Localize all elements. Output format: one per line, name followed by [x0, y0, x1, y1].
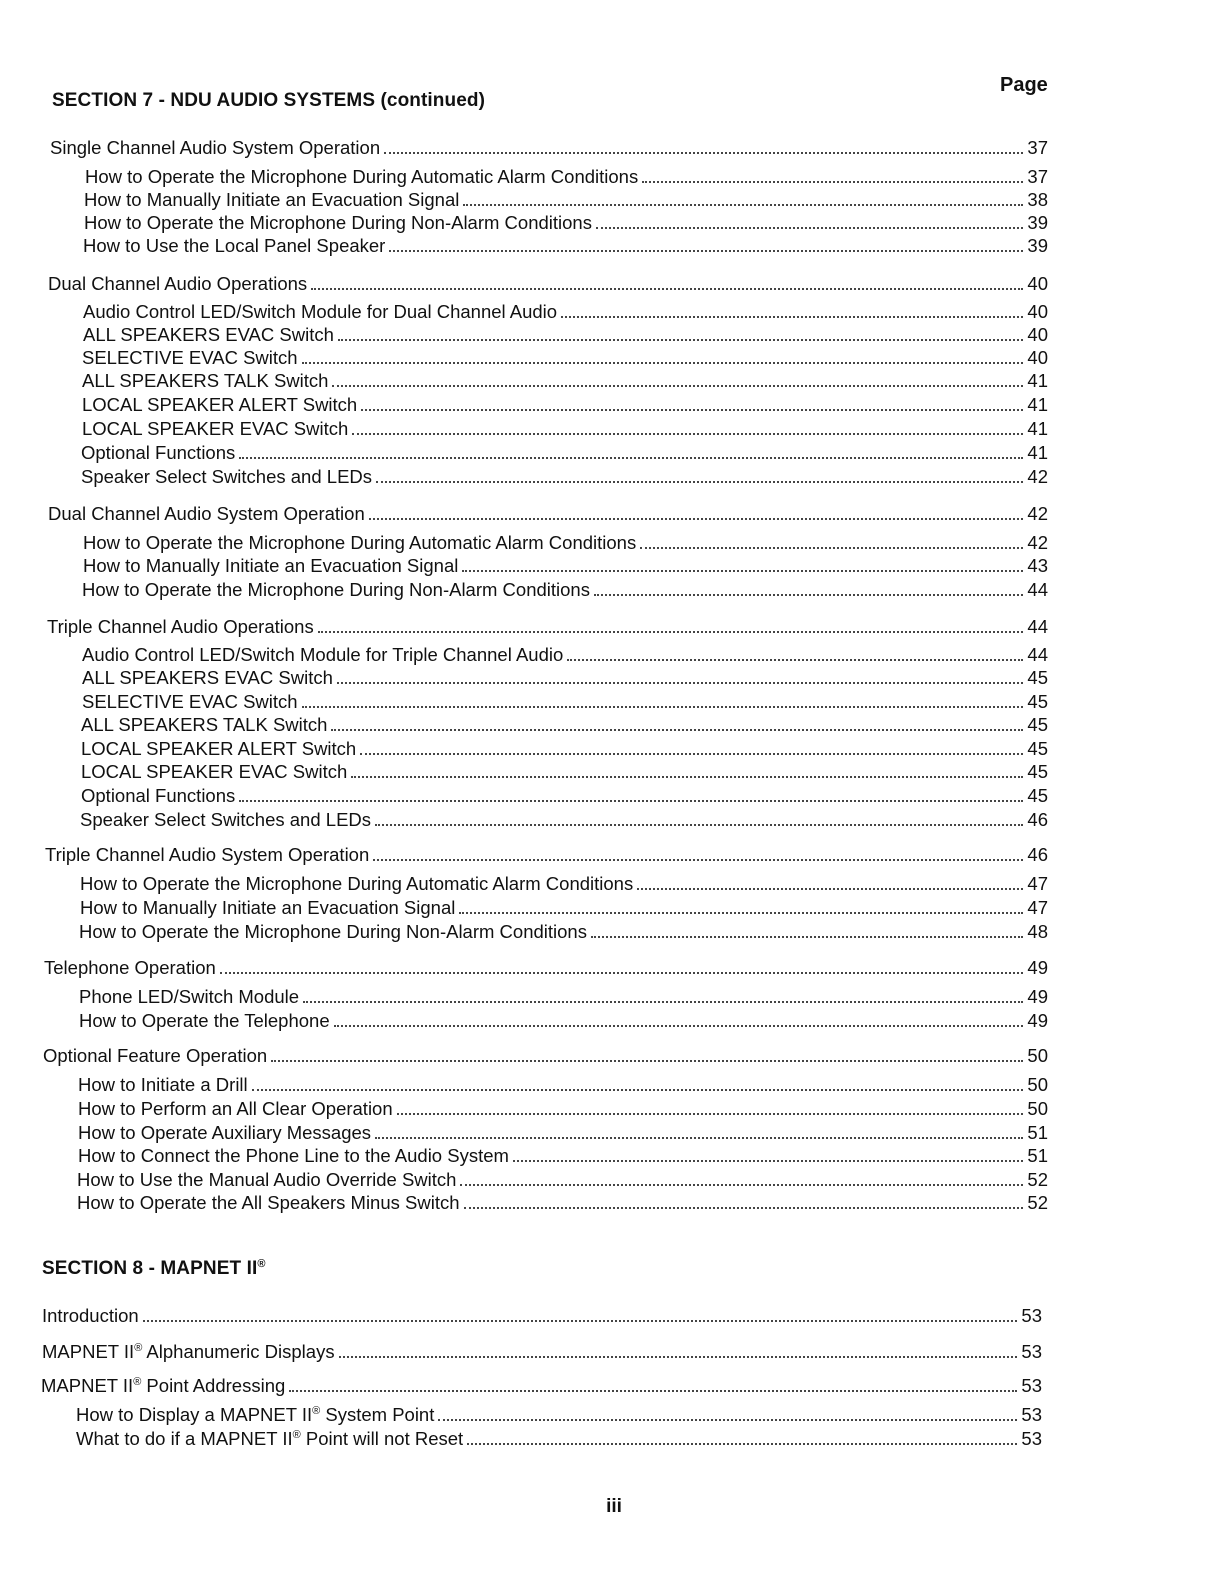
toc-entry-title: MAPNET II® Alphanumeric Displays	[42, 1340, 335, 1362]
toc-entry[interactable]	[50, 133, 1048, 159]
toc-entry-page: 44	[1027, 578, 1048, 600]
toc-entry[interactable]	[80, 805, 1048, 831]
dot-leader	[239, 781, 1023, 802]
toc-entry-title: How to Initiate a Drill	[78, 1073, 248, 1095]
toc-entry-title: How to Connect the Phone Line to the Audio System	[78, 1144, 509, 1166]
toc-entry[interactable]	[79, 917, 1048, 943]
toc-entry[interactable]	[78, 1094, 1048, 1120]
dot-leader	[302, 343, 1024, 364]
dot-leader	[337, 663, 1024, 684]
toc-entry[interactable]	[84, 185, 1048, 211]
toc-entry[interactable]	[78, 1118, 1048, 1144]
registered-mark: ®	[292, 1428, 301, 1441]
toc-entry-title: Phone LED/Switch Module	[79, 985, 300, 1007]
toc-entry-page: 53	[1021, 1374, 1042, 1396]
toc-entry[interactable]	[82, 687, 1048, 713]
toc-entry[interactable]	[81, 438, 1048, 464]
toc-entry-page: 37	[1027, 136, 1048, 158]
toc-entry[interactable]	[79, 982, 1048, 1008]
dot-leader	[464, 1188, 1024, 1209]
toc-entry-page: 52	[1027, 1191, 1048, 1213]
toc-entry[interactable]	[82, 343, 1048, 369]
toc-entry-page: 39	[1027, 211, 1048, 233]
toc-entry-title: How to Operate the Microphone During Automatic Alarm Conditions	[85, 165, 639, 187]
registered-mark: ®	[134, 1341, 143, 1354]
toc-entry[interactable]	[82, 390, 1048, 416]
toc-entry-page: 44	[1027, 643, 1048, 665]
toc-entry[interactable]	[81, 781, 1048, 807]
toc-entry[interactable]	[83, 297, 1048, 323]
dot-leader	[303, 982, 1023, 1003]
toc-entry[interactable]	[45, 840, 1048, 866]
toc-entry-page: 42	[1027, 531, 1048, 553]
toc-entry[interactable]	[42, 1301, 1042, 1327]
dot-leader	[351, 757, 1023, 778]
toc-entry[interactable]	[83, 231, 1048, 257]
toc-entry-page: 43	[1027, 554, 1048, 576]
toc-entry-page: 41	[1027, 393, 1048, 415]
toc-entry-page: 40	[1027, 300, 1048, 322]
toc-entry-title: Optional Functions	[81, 784, 236, 806]
toc-entry[interactable]	[76, 1424, 1042, 1450]
toc-entry-page: 41	[1027, 417, 1048, 439]
dot-leader	[252, 1070, 1024, 1091]
toc-entry-title: Audio Control LED/Switch Module for Triple Channel Audio	[82, 643, 564, 665]
dot-leader	[318, 612, 1024, 633]
dot-leader	[397, 1094, 1024, 1115]
toc-entry-title: How to Operate the Microphone During Non-Alarm Conditions	[79, 920, 587, 942]
toc-entry-page: 51	[1027, 1144, 1048, 1166]
page-number-footer: iii	[606, 1496, 622, 1517]
toc-entry-title: Audio Control LED/Switch Module for Dual Channel Audio	[83, 300, 558, 322]
registered-mark: ®	[257, 1258, 266, 1270]
toc-entry[interactable]	[83, 551, 1048, 577]
dot-leader	[591, 917, 1023, 938]
toc-entry-title: Speaker Select Switches and LEDs	[81, 465, 373, 487]
dot-leader	[331, 710, 1023, 731]
toc-entry-title: How to Use the Manual Audio Override Switch	[77, 1168, 457, 1190]
toc-entry-page: 40	[1027, 323, 1048, 345]
toc-entry-title: ALL SPEAKERS EVAC Switch	[82, 666, 333, 688]
toc-entry-page: 53	[1021, 1304, 1042, 1326]
dot-leader	[361, 390, 1023, 411]
toc-entry-title: Optional Feature Operation	[43, 1044, 268, 1066]
dot-leader	[459, 893, 1023, 914]
toc-entry-page: 45	[1027, 690, 1048, 712]
toc-entry-page: 41	[1027, 441, 1048, 463]
toc-entry-title: ALL SPEAKERS TALK Switch	[82, 369, 329, 391]
toc-entry[interactable]	[48, 499, 1048, 525]
toc-entry-title: Triple Channel Audio Operations	[47, 615, 314, 637]
toc-entry[interactable]	[43, 1041, 1048, 1067]
toc-entry[interactable]	[81, 757, 1048, 783]
toc-entry-title: Introduction	[42, 1304, 139, 1326]
toc-entry-title: How to Perform an All Clear Operation	[78, 1097, 393, 1119]
toc-entry[interactable]	[48, 269, 1048, 295]
toc-entry-page: 38	[1027, 188, 1048, 210]
toc-entry-title: Telephone Operation	[44, 956, 216, 978]
registered-mark: ®	[312, 1404, 321, 1417]
toc-entry-title: How to Operate the All Speakers Minus Switch	[77, 1191, 460, 1213]
toc-entry-page: 42	[1027, 502, 1048, 524]
page-column-label: Page	[1000, 74, 1048, 96]
toc-entry[interactable]	[79, 1006, 1048, 1032]
toc-entry[interactable]	[41, 1371, 1042, 1397]
toc-entry-title: LOCAL SPEAKER EVAC Switch	[81, 760, 348, 782]
dot-leader	[567, 640, 1023, 661]
toc-entry-page: 45	[1027, 760, 1048, 782]
dot-leader	[389, 231, 1023, 252]
toc-entry[interactable]	[85, 162, 1048, 188]
toc-entry[interactable]	[80, 893, 1048, 919]
toc-entry-page: 47	[1027, 896, 1048, 918]
dot-leader	[338, 320, 1024, 341]
dot-leader	[438, 1400, 1017, 1421]
toc-entry[interactable]	[83, 528, 1048, 554]
toc-entry-title: SELECTIVE EVAC Switch	[82, 690, 298, 712]
toc-entry-page: 46	[1027, 843, 1048, 865]
dot-leader	[332, 366, 1023, 387]
dot-leader	[143, 1301, 1018, 1322]
toc-entry-title: How to Operate Auxiliary Messages	[78, 1121, 372, 1143]
toc-entry-title: Triple Channel Audio System Operation	[45, 843, 370, 865]
toc-entry-title: LOCAL SPEAKER ALERT Switch	[82, 393, 358, 415]
toc-entry-title: Single Channel Audio System Operation	[50, 136, 381, 158]
toc-entry-page: 45	[1027, 784, 1048, 806]
toc-entry-title: How to Display a MAPNET II® System Point	[76, 1403, 435, 1425]
dot-leader	[369, 499, 1024, 520]
toc-entry-title: What to do if a MAPNET II® Point will not Reset	[76, 1427, 464, 1449]
toc-entry[interactable]	[77, 1188, 1048, 1214]
toc-entry-title: MAPNET II® Point Addressing	[41, 1374, 286, 1396]
toc-entry-page: 53	[1021, 1403, 1042, 1425]
toc-entry[interactable]	[83, 320, 1048, 346]
toc-entry-title: How to Manually Initiate an Evacuation Signal	[80, 896, 456, 918]
toc-entry[interactable]	[82, 575, 1048, 601]
dot-leader	[339, 1337, 1018, 1358]
dot-leader	[637, 869, 1023, 890]
toc-entry-page: 45	[1027, 666, 1048, 688]
toc-entry-title: ALL SPEAKERS EVAC Switch	[83, 323, 334, 345]
toc-entry-page: 40	[1027, 346, 1048, 368]
toc-entry[interactable]	[78, 1141, 1048, 1167]
toc-entry-page: 44	[1027, 615, 1048, 637]
toc-entry-page: 51	[1027, 1121, 1048, 1143]
dot-leader	[375, 805, 1023, 826]
toc-entry-title: How to Manually Initiate an Evacuation Signal	[83, 554, 459, 576]
dot-leader	[220, 953, 1024, 974]
toc-entry[interactable]	[81, 462, 1048, 488]
toc-entry-page: 53	[1021, 1340, 1042, 1362]
dot-leader	[271, 1041, 1023, 1062]
toc-entry-title: Optional Functions	[81, 441, 236, 463]
dot-leader	[561, 297, 1023, 318]
dot-leader	[463, 185, 1023, 206]
toc-entry-page: 52	[1027, 1168, 1048, 1190]
toc-entry-title: How to Operate the Telephone	[79, 1009, 330, 1031]
toc-entry[interactable]	[81, 734, 1048, 760]
toc-entry-title: How to Operate the Microphone During Non-Alarm Conditions	[82, 578, 590, 600]
toc-entry[interactable]	[84, 208, 1048, 234]
toc-entry-title: How to Operate the Microphone During Automatic Alarm Conditions	[83, 531, 637, 553]
toc-entry-page: 50	[1027, 1044, 1048, 1066]
toc-entry-page: 49	[1027, 985, 1048, 1007]
toc-entry-page: 49	[1027, 1009, 1048, 1031]
toc-entry-page: 40	[1027, 272, 1048, 294]
toc-entry-page: 50	[1027, 1097, 1048, 1119]
dot-leader	[360, 734, 1023, 755]
toc-entry-title: LOCAL SPEAKER ALERT Switch	[81, 737, 357, 759]
toc-entry-title: Speaker Select Switches and LEDs	[80, 808, 372, 830]
toc-entry-page: 46	[1027, 808, 1048, 830]
dot-leader	[376, 462, 1023, 483]
toc-entry-title: SELECTIVE EVAC Switch	[82, 346, 298, 368]
toc-entry-title: How to Use the Local Panel Speaker	[83, 234, 386, 256]
registered-mark: ®	[133, 1375, 142, 1388]
dot-leader	[239, 438, 1023, 459]
dot-leader	[467, 1424, 1017, 1445]
dot-leader	[594, 575, 1023, 596]
dot-leader	[384, 133, 1023, 154]
toc-entry[interactable]	[47, 612, 1048, 638]
section-8-heading-text: SECTION 8 - MAPNET II	[42, 1258, 258, 1279]
dot-leader	[642, 162, 1023, 183]
toc-entry[interactable]	[82, 414, 1048, 440]
toc-entry[interactable]	[82, 366, 1048, 392]
toc-entry[interactable]	[42, 1337, 1042, 1363]
toc-entry-page: 45	[1027, 713, 1048, 735]
toc-entry[interactable]	[82, 663, 1048, 689]
dot-leader	[311, 269, 1023, 290]
toc-entry-page: 53	[1021, 1427, 1042, 1449]
toc-entry-title: How to Manually Initiate an Evacuation Signal	[84, 188, 460, 210]
toc-entry-title: LOCAL SPEAKER EVAC Switch	[82, 417, 349, 439]
dot-leader	[462, 551, 1023, 572]
section-7-heading: SECTION 7 - NDU AUDIO SYSTEMS (continued)	[52, 90, 486, 111]
dot-leader	[352, 414, 1023, 435]
toc-entry-page: 39	[1027, 234, 1048, 256]
toc-entry[interactable]	[78, 1070, 1048, 1096]
toc-entry[interactable]	[80, 869, 1048, 895]
toc-entry-page: 47	[1027, 872, 1048, 894]
toc-entry-page: 45	[1027, 737, 1048, 759]
toc-entry[interactable]	[44, 953, 1048, 979]
toc-entry-title: How to Operate the Microphone During Non-Alarm Conditions	[84, 211, 592, 233]
toc-entry[interactable]	[77, 1165, 1048, 1191]
dot-leader	[375, 1118, 1023, 1139]
dot-leader	[373, 840, 1023, 861]
dot-leader	[334, 1006, 1024, 1027]
dot-leader	[289, 1371, 1017, 1392]
toc-entry-page: 50	[1027, 1073, 1048, 1095]
dot-leader	[513, 1141, 1024, 1162]
dot-leader	[596, 208, 1023, 229]
dot-leader	[640, 528, 1023, 549]
toc-entry-title: Dual Channel Audio Operations	[48, 272, 308, 294]
toc-entry-page: 42	[1027, 465, 1048, 487]
toc-entry-page: 37	[1027, 165, 1048, 187]
toc-entry-title: How to Operate the Microphone During Automatic Alarm Conditions	[80, 872, 634, 894]
toc-entry[interactable]	[81, 710, 1048, 736]
toc-entry-page: 48	[1027, 920, 1048, 942]
toc-entry-page: 49	[1027, 956, 1048, 978]
toc-entry-title: ALL SPEAKERS TALK Switch	[81, 713, 328, 735]
dot-leader	[302, 687, 1024, 708]
toc-entry[interactable]	[76, 1400, 1042, 1426]
toc-entry-page: 41	[1027, 369, 1048, 391]
toc-entry[interactable]	[82, 640, 1048, 666]
section-8-heading	[42, 1258, 266, 1280]
dot-leader	[460, 1165, 1023, 1186]
toc-entry-title: Dual Channel Audio System Operation	[48, 502, 365, 524]
